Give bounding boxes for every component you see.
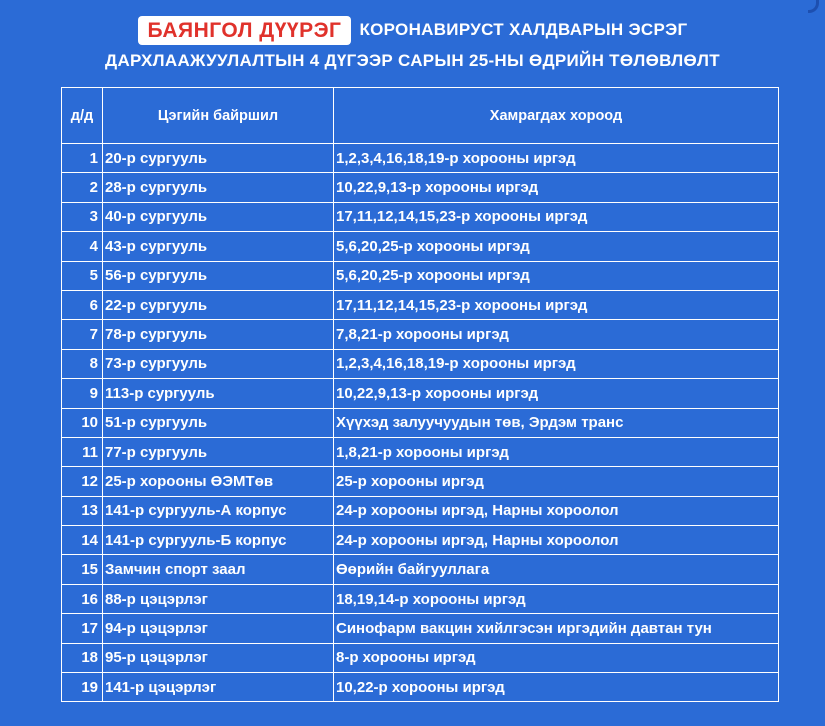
row-number: 14 xyxy=(62,526,103,555)
row-number: 18 xyxy=(62,643,103,672)
row-coverage: 10,22-р хорооны иргэд xyxy=(334,673,779,702)
row-coverage: 1,8,21-р хорооны иргэд xyxy=(334,437,779,466)
row-coverage: 17,11,12,14,15,23-р хорооны иргэд xyxy=(334,290,779,319)
row-number: 12 xyxy=(62,467,103,496)
row-number: 19 xyxy=(62,673,103,702)
row-number: 9 xyxy=(62,379,103,408)
row-number: 13 xyxy=(62,496,103,525)
row-location: 25-р хорооны ӨЭМТөв xyxy=(103,467,334,496)
row-location: 40-р сургууль xyxy=(103,202,334,231)
table-row xyxy=(62,496,779,525)
table-row xyxy=(62,643,779,672)
table-row xyxy=(62,614,779,643)
row-coverage: 1,2,3,4,16,18,19-р хорооны иргэд xyxy=(334,144,779,173)
row-location: 78-р сургууль xyxy=(103,320,334,349)
row-coverage: 25-р хорооны иргэд xyxy=(334,467,779,496)
bottom-edge xyxy=(0,720,825,726)
header-title-line-1: КОРОНАВИРУСТ ХАЛДВАРЫН ЭСРЭГ xyxy=(359,20,688,39)
row-coverage: Хүүхэд залуучуудын төв, Эрдэм транс xyxy=(334,408,779,437)
row-coverage: 5,6,20,25-р хорооны иргэд xyxy=(334,232,779,261)
table-row xyxy=(62,555,779,584)
row-number: 5 xyxy=(62,261,103,290)
row-number: 4 xyxy=(62,232,103,261)
row-location: 43-р сургууль xyxy=(103,232,334,261)
table-row xyxy=(62,173,779,202)
table-row xyxy=(62,437,779,466)
row-coverage: Синофарм вакцин хийлгэсэн иргэдийн давтан тун xyxy=(334,614,779,643)
row-coverage: 1,2,3,4,16,18,19-р хорооны иргэд xyxy=(334,349,779,378)
row-location: 94-р цэцэрлэг xyxy=(103,614,334,643)
header-title-line-2: ДАРХЛААЖУУЛАЛТЫН 4 ДҮГЭЭР САРЫН 25-НЫ ӨДРИЙН ТӨЛӨВЛӨЛТ xyxy=(105,51,720,70)
row-location: 73-р сургууль xyxy=(103,349,334,378)
table-row xyxy=(62,408,779,437)
table-row xyxy=(62,232,779,261)
row-coverage: 5,6,20,25-р хорооны иргэд xyxy=(334,261,779,290)
column-header-coverage: Хамрагдах хороод xyxy=(334,88,779,144)
table-header-row xyxy=(62,88,779,144)
table-row xyxy=(62,320,779,349)
row-number: 15 xyxy=(62,555,103,584)
table-row xyxy=(62,202,779,231)
row-coverage: Өөрийн байгууллага xyxy=(334,555,779,584)
poster-header xyxy=(0,12,825,71)
row-coverage: 7,8,21-р хорооны иргэд xyxy=(334,320,779,349)
table-row xyxy=(62,349,779,378)
column-header-location: Цэгийн байршил xyxy=(103,88,334,144)
row-number: 2 xyxy=(62,173,103,202)
row-location: 77-р сургууль xyxy=(103,437,334,466)
column-header-number: д/д xyxy=(62,88,103,144)
table-row xyxy=(62,290,779,319)
row-location: 56-р сургууль xyxy=(103,261,334,290)
row-number: 1 xyxy=(62,144,103,173)
row-location: 88-р цэцэрлэг xyxy=(103,584,334,613)
table-row xyxy=(62,379,779,408)
row-number: 7 xyxy=(62,320,103,349)
table-row xyxy=(62,261,779,290)
district-badge: БАЯНГОЛ ДҮҮРЭГ xyxy=(138,16,352,45)
row-location: 51-р сургууль xyxy=(103,408,334,437)
row-coverage: 10,22,9,13-р хорооны иргэд xyxy=(334,379,779,408)
row-coverage: 17,11,12,14,15,23-р хорооны иргэд xyxy=(334,202,779,231)
row-number: 3 xyxy=(62,202,103,231)
table-row xyxy=(62,467,779,496)
table-row xyxy=(62,673,779,702)
row-coverage: 8-р хорооны иргэд xyxy=(334,643,779,672)
row-number: 8 xyxy=(62,349,103,378)
row-number: 11 xyxy=(62,437,103,466)
row-number: 16 xyxy=(62,584,103,613)
header-line-1 xyxy=(0,12,825,48)
row-location: 141-р сургууль-Б корпус xyxy=(103,526,334,555)
row-location: 141-р цэцэрлэг xyxy=(103,673,334,702)
row-location: 20-р сургууль xyxy=(103,144,334,173)
row-location: 95-р цэцэрлэг xyxy=(103,643,334,672)
table-row xyxy=(62,584,779,613)
row-number: 10 xyxy=(62,408,103,437)
table-row xyxy=(62,526,779,555)
vaccination-schedule-table xyxy=(61,87,779,702)
row-location: Замчин спорт заал xyxy=(103,555,334,584)
row-number: 6 xyxy=(62,290,103,319)
row-location: 141-р сургууль-А корпус xyxy=(103,496,334,525)
row-coverage: 24-р хорооны иргэд, Нарны хороолол xyxy=(334,526,779,555)
row-location: 113-р сургууль xyxy=(103,379,334,408)
row-coverage: 18,19,14-р хорооны иргэд xyxy=(334,584,779,613)
row-location: 28-р сургууль xyxy=(103,173,334,202)
row-number: 17 xyxy=(62,614,103,643)
row-coverage: 10,22,9,13-р хорооны иргэд xyxy=(334,173,779,202)
row-location: 22-р сургууль xyxy=(103,290,334,319)
row-coverage: 24-р хорооны иргэд, Нарны хороолол xyxy=(334,496,779,525)
table-row xyxy=(62,144,779,173)
